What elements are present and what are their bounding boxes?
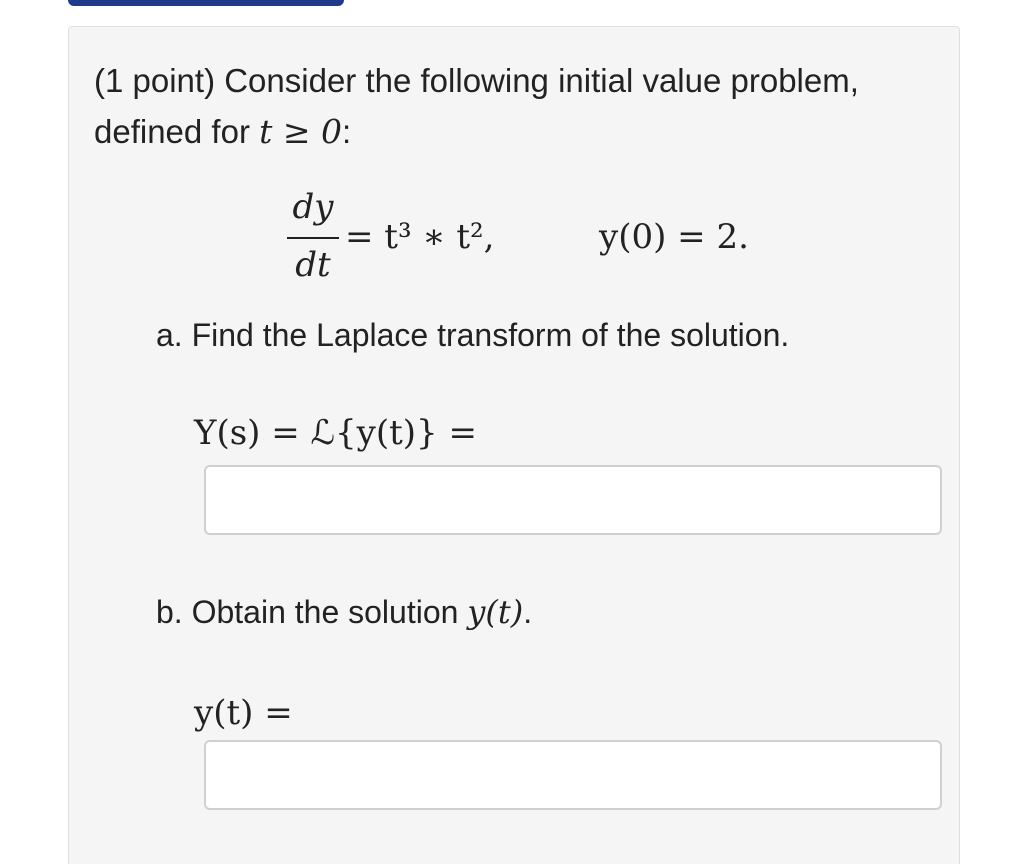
part-b-answer-input[interactable] <box>204 740 942 810</box>
problem-intro-prefix: defined for <box>94 113 250 150</box>
problem-intro-line2 <box>94 106 934 157</box>
part-a-label: a. Find the Laplace transform of the solution. <box>156 317 790 353</box>
equation-rhs: = t³ ∗ t², <box>345 217 495 257</box>
part-b-label <box>156 593 532 631</box>
problem-intro-condition: t ≥ 0 <box>259 112 343 151</box>
part-b-expression: y(t) = <box>194 693 293 733</box>
part-b-label-math: y(t) <box>467 593 524 631</box>
problem-statement <box>94 55 934 157</box>
fraction-bar <box>287 237 339 239</box>
part-b-label-suffix: . <box>523 594 533 630</box>
problem-intro-line1: (1 point) Consider the following initial value problem, <box>94 62 859 99</box>
top-nav-bar <box>68 0 344 6</box>
fraction-numerator: dy <box>292 187 334 227</box>
part-b-label-text: b. Obtain the solution <box>156 594 459 630</box>
initial-condition: y(0) = 2. <box>599 217 749 257</box>
problem-intro-suffix: : <box>342 113 352 150</box>
problem-card <box>68 26 960 864</box>
part-a-answer-input[interactable] <box>204 465 942 535</box>
part-a-expression: Y(s) = ℒ{y(t)} = <box>194 413 477 453</box>
fraction-denominator: dt <box>295 245 331 285</box>
